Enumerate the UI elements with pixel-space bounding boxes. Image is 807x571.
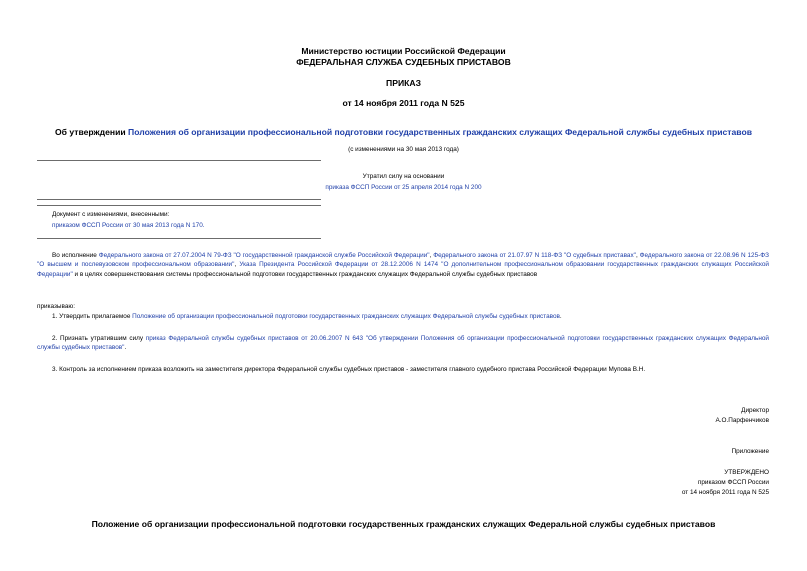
service-name: ФЕДЕРАЛЬНАЯ СЛУЖБА СУДЕБНЫХ ПРИСТАВОВ: [296, 57, 511, 67]
preamble-text: и в целях совершенствования системы профессиональной подготовки государственных гражданских служащих Федеральной службы судебных приставов: [72, 270, 538, 278]
item-text: 1. Утвердить прилагаемое: [52, 313, 133, 320]
amendments-label: Документ с изменениями, внесенными:: [52, 211, 170, 218]
item-text: 2. Признать утратившим силу: [52, 335, 146, 342]
document-type: ПРИКАЗ: [386, 78, 421, 88]
approved-date: от 14 ноября 2011 года N 525: [681, 489, 769, 496]
item-text: .: [124, 344, 127, 352]
regulation-title: Положение об организации профессиональной подготовки государственных гражданских служащих Федеральной службы судебных приставов: [91, 519, 716, 529]
preamble-text: ,: [234, 261, 240, 269]
lost-force-link[interactable]: приказа ФССП России от 25 апреля 2014 года N 200: [325, 184, 482, 191]
approved-by: приказом ФССП России: [697, 479, 769, 486]
preamble-text: Во исполнение: [52, 252, 99, 259]
divider: [37, 205, 321, 206]
lost-force-label: Утратил силу на основании: [362, 173, 445, 180]
edition-note: (с изменениями на 30 мая 2013 года): [348, 146, 459, 153]
signature-name: А.О.Парфенчиков: [715, 417, 769, 424]
item-text: .: [559, 313, 562, 320]
decree-1474-link[interactable]: Указа Президента Российской Федерации от 28.12.2006 N 1474 "О дополнительном профессиональном образовании государственных гражданских служащих Российской Федерации": [37, 261, 769, 278]
law-125-link[interactable]: Федерального закона от 22.08.96 N 125-ФЗ "О высшем и послевузовском профессиональном образовании": [37, 252, 769, 269]
law-79-link[interactable]: Федерального закона от 27.07.2004 N 79-ФЗ "О государственной гражданской службе Российской Федерации": [98, 252, 430, 259]
document-title: [20, 127, 787, 138]
regulation-link[interactable]: Положение об организации профессиональной подготовки государственных гражданских служащих Федеральной службы судебных приставов: [132, 313, 560, 320]
order-item-3: 3. Контроль за исполнением приказа возложить на заместителя директора Федеральной службы судебных приставов - заместителя главного судебного пристава Российской Федерации Мупова В.Н.: [52, 366, 646, 373]
appendix-label: Приложение: [731, 448, 769, 455]
divider: [37, 160, 321, 161]
preamble-paragraph: [37, 251, 769, 279]
divider: [37, 238, 321, 239]
document-date: от 14 ноября 2011 года N 525: [342, 98, 465, 108]
preamble-text: ,: [429, 252, 434, 259]
order-item-2: [37, 334, 769, 353]
ministry-name: Министерство юстиции Российской Федерации: [301, 46, 506, 56]
order-item-1: [37, 312, 769, 321]
approved-label: УТВЕРЖДЕНО: [724, 469, 769, 476]
amendments-link[interactable]: приказом ФССП России от 30 мая 2013 года N 170.: [52, 222, 205, 229]
title-prefix: Об утверждении: [55, 127, 129, 137]
law-118-link[interactable]: Федерального закона от 21.07.97 N 118-ФЗ "О судебных приставах": [433, 252, 636, 259]
order-643-link[interactable]: приказ Федеральной службы судебных приставов от 20.06.2007 N 643 "Об утверждении Положения об организации профессиональной подготовки государственных гражданских служащих Федеральной службы судебных приставов": [37, 335, 769, 352]
title-link[interactable]: Положения об организации профессиональной подготовки государственных гражданских служащих Федеральной службы судебных приставов: [128, 127, 752, 137]
order-word: приказываю:: [37, 303, 75, 310]
preamble-text: ,: [635, 252, 640, 259]
divider: [37, 199, 321, 200]
signature-position: Директор: [741, 407, 769, 414]
